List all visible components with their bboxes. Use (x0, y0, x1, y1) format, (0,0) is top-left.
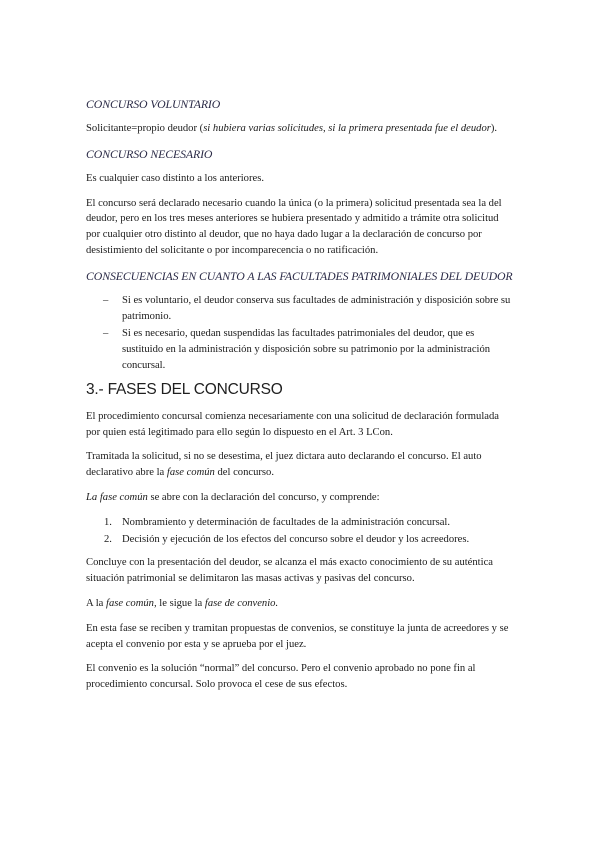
heading-concurso-necesario: CONCURSO NECESARIO (86, 146, 213, 161)
dash-bullet: – (103, 328, 109, 340)
list-item (103, 326, 514, 373)
text-le-sigue: le sigue la (156, 597, 205, 609)
text-a-la: A la (86, 597, 107, 609)
text-fase-comun-rest: se abre con la declaración del concurso, y comprende: (147, 491, 380, 503)
number-marker: 1. (104, 516, 112, 528)
dash-bullet: – (103, 294, 109, 306)
heading-concurso-voluntario: CONCURSO VOLUNTARIO (86, 97, 221, 111)
phase-steps-list (86, 515, 514, 548)
text-fase-convenio: fase de convenio. (204, 597, 279, 609)
list-item-text: Decisión y ejecución de los efectos del concurso sobre el deudor y los acreedores. (122, 533, 470, 545)
list-item (103, 293, 514, 325)
list-item-text: Nombramiento y determinación de facultades de la administración concursal. (122, 516, 450, 528)
paragraph-convenio: El convenio es la solución “normal” del concurso. Pero el convenio aprobado no pone fin al procedimiento concursal. Solo provoca el cese de sus efectos. (86, 663, 476, 691)
paragraph-solicitante (86, 121, 514, 137)
heading-fases-del-concurso: 3.- FASES DEL CONCURSO (86, 380, 283, 398)
text-la-fase-comun: La fase común (86, 491, 148, 503)
paragraph-concluye: Concluye con la presentación del deudor, se alcanza el más exacto conocimiento de su auténtica situación patrimonial se delimitaron las masas activas y pasivas del concurso. (86, 557, 493, 585)
consequences-list (86, 293, 514, 374)
text-tramitada: Tramitada la solicitud, si no se desestima, el juez dictara auto declarando el concurso. El auto declarativo abre la (86, 451, 482, 479)
paragraph-necesario-definicion: El concurso será declarado necesario cuando la única (o la primera) solicitud presentada sea la del deudor, pero en los tres meses anteriores se hubiera presentado y admitido a trámite otra solicitud por cualquier otro distinto al deudor, que no haya dado lugar a la declaración de concurso por desistimiento del solicitante o por incomparecencia o no ratificación. (86, 197, 502, 256)
text-solicitante-note: si hubiera varias solicitudes, si la primera presentada fue el deudor (203, 123, 491, 134)
number-marker: 2. (104, 533, 112, 545)
paragraph-fase-comun (86, 490, 514, 506)
text-fase-comun-2: fase común, (106, 597, 157, 609)
text-fase-comun: fase común (166, 467, 215, 479)
list-item-text: Si es voluntario, el deudor conserva sus facultades de administración y disposición sobre su patrimonio. (122, 294, 511, 322)
text-tramitada-end: del concurso. (214, 467, 274, 479)
paragraph-esta-fase: En esta fase se reciben y tramitan propuestas de convenios, se constituye la junta de acreedores y se acepta el convenio por esta y se aprueba por el juez. (86, 622, 509, 650)
paragraph-procedimiento: El procedimiento concursal comienza necesariamente con una solicitud de declaración formulada por quien está legitimado para ello según lo dispuesto en el Art. 3 LCon. (86, 410, 499, 438)
list-item (104, 532, 514, 548)
heading-consecuencias: CONSECUENCIAS EN CUANTO A LAS FACULTADES PATRIMONIALES DEL DEUDOR (86, 268, 513, 283)
paragraph-cualquier-caso: Es cualquier caso distinto a los anteriores. (86, 172, 264, 184)
list-item (104, 515, 514, 531)
paragraph-sigue-fase (86, 596, 514, 612)
document-body (86, 96, 514, 702)
text-solicitante-end: ). (490, 123, 498, 134)
list-item-text: Si es necesario, quedan suspendidas las facultades patrimoniales del deudor, que es sustituido en la administración y disposición sobre su patrimonio por la administración concursal. (122, 328, 491, 371)
text-solicitante: Solicitante=propio deudor ( (86, 123, 204, 134)
paragraph-tramitada (86, 449, 514, 481)
